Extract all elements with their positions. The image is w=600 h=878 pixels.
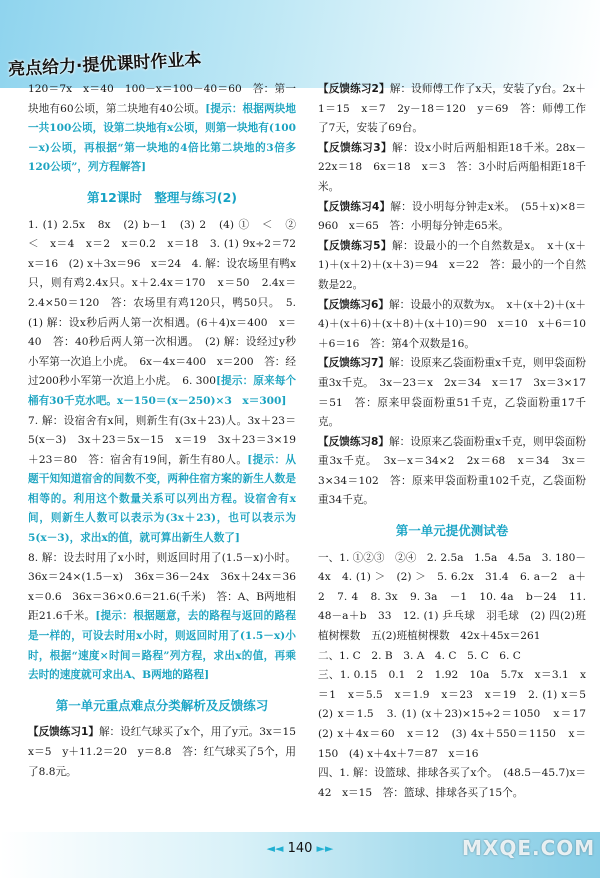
- exercise-tag: 【反馈练习3】: [318, 141, 393, 154]
- answer-block: [318, 237, 586, 296]
- answer-text: 解：设红气球买了x个，用了y元。3x＝15 x＝5 y＋11.2＝20 y＝8.8 答：红气球买了5个，用了8.8元。: [28, 726, 307, 778]
- exercise-tag: 【反馈练习5】: [318, 239, 392, 252]
- exercise-tag: 【反馈练习7】: [318, 357, 390, 370]
- answer-text: 120＝7x x＝40 100－x＝100－40＝60 答：第一块地有60公顷，第二块地有40公顷。: [28, 83, 296, 115]
- next-arrow-icon: ►►: [316, 842, 334, 855]
- hint-text: [提示：根据题意，去的路程与返回的路程是一样的，可设去时用x小时，则返回时用了(1.5－x)小时，根据“速度×时间＝路程”列方程，求出x的值，再乘去时的速度就可求出A、B两地的路程]: [28, 610, 296, 682]
- answer-text: 1. (1) 2.5x 8x (2) b－1 (3) 2 (4) ① ＜ ② ＜ x＝4 x＝2 x＝0.2 x＝18 3. (1) 9x÷2＝72 x＝16 (2) x＋3x＝96 x＝24 4. 解：设农场里有鸭x只，则有鸡2.4x只。x＋2.4x＝170 x＝50 2.4x＝2.4×50＝120 答：农场里有鸡120只，鸭50只。 5. (1) 解：设x秒后两人第一次相遇。(6＋4)x＝400 x＝40 答：40秒后两人第一次相遇。 (2) 解：设经过y秒小军第一次追上小虎。 6x－4x＝400 x＝200 答：经过200秒小军第一次追上小虎。 6. 300: [28, 218, 307, 388]
- answer-block: [28, 549, 307, 686]
- page-header-band: [0, 0, 600, 88]
- answer-block: 三、1. 0.15 0.1 2 1.92 10a 5.7x x＝3.1 x＝1 x＝5.5 x＝1.9 x＝23 x＝19 2. (1) x＝5 (2) x＝1.5 3. (1) (x＋23)×15÷2＝1050 x＝17 (2) x＋4x＝60 x＝12 (3) 4x＋550＝1150 x＝150 (4) x＋4x＋7＝87 x＝16: [318, 669, 597, 760]
- answer-block: 二、1. C 2. B 3. A 4. C 5. C 6. C: [318, 649, 521, 662]
- answer-block: [318, 354, 586, 432]
- prev-arrow-icon: ◄◄: [266, 842, 284, 855]
- answer-text: 解：设最小的双数为x。 x＋(x＋2)＋(x＋4)＋(x＋6)＋(x＋8)＋(x＋10)＝90 x＝10 x＋6＝10＋6＝16 答：第4个双数是16。: [318, 298, 586, 350]
- answer-text: 解：设小明每分钟走x米。 (55＋x)×8＝960 x＝65 答：小明每分钟走65米。: [318, 200, 586, 233]
- left-column: [28, 80, 307, 782]
- watermark-logo: MXQE.COM: [462, 836, 596, 860]
- answer-block: [28, 412, 296, 549]
- page-number: 140: [287, 841, 313, 856]
- header-title: 亮点给力·提优课时作业本: [7, 49, 202, 80]
- answer-text: 解：设原来乙袋面粉重x千克，则甲袋面粉重3x千克。 3x－x＝34×2 2x＝68 x＝34 3x＝3×34＝102 答：原来甲袋面粉重102千克，乙袋面粉重34千克。: [318, 435, 586, 507]
- exercise-tag: 【反馈练习8】: [318, 435, 390, 448]
- hint-text: [提示：根据两块地一共100公顷，设第二块地有x公顷，则第一块地有(100－x)公顷，再根据“第一块地的4倍比第二块地的3倍多120公顷”，列方程解答]: [28, 102, 296, 174]
- answer-text: 解：设最小的一个自然数是x。 x＋(x＋1)＋(x＋2)＋(x＋3)＝94 x＝22 答：最小的一个自然数是22。: [318, 239, 586, 291]
- answer-block: [318, 139, 586, 198]
- hint-text: [提示：从题干知知道宿舍的间数不变，两种住宿方案的新生人数是相等的。利用这个数量关系可以列出方程。设宿舍有x间，则新生人数可以表示为(3x＋23)，也可以表示为5(x－3)，求出x的值，就可算出新生人数了]: [28, 453, 297, 545]
- answer-text: 解：设原来乙袋面粉重x千克，则甲袋面粉重3x千克。 3x－23＝x 2x＝34 x＝17 3x＝3×17＝51 答：原来甲袋面粉重51千克，乙袋面粉重17千克。: [318, 357, 586, 429]
- answer-text: 8. 解：设去时用了x小时，则返回时用了(1.5－x)小时。36x＝24×(1.5－x) 36x＝36－24x 36x＋24x＝36 x＝0.6 36x＝36×0.6＝21.6(千米) 答：A、B两地相距21.6千米。: [28, 551, 307, 623]
- hint-text: [提示：原来每个桶有30千克水吧。x－150＝(x－250)×3 x＝300]: [28, 375, 296, 407]
- answer-block: [318, 433, 586, 511]
- section-heading: 第一单元重点难点分类解析及反馈练习: [55, 697, 269, 713]
- answer-block: [28, 723, 307, 782]
- answer-block: [28, 216, 307, 412]
- answer-text: 7. 解：设宿舍有x间，则新生有(3x＋23)人。3x＋23＝5(x－3) 3x＋23＝5x－15 x＝19 3x＋23＝3×19＋23＝80 答：宿舍有19间，新生有80人。: [28, 414, 296, 466]
- answer-text: 解：设师傅工作了x天，安装了y台。2x＋1＝15 x＝7 2y－18＝120 y＝69 答：师傅工作了7天，安装了69台。: [318, 83, 586, 135]
- answer-block: 四、1. 解：设篮球、排球各买了x个。 (48.5－45.7)x＝42 x＝15 答：篮球、排球各买了15个。: [318, 767, 586, 799]
- section-heading: 第12课时 整理与练习(2): [86, 189, 238, 205]
- exercise-tag: 【反馈练习4】: [318, 200, 391, 213]
- answer-block: [28, 80, 296, 178]
- answer-block: [318, 296, 586, 355]
- answer-block: [318, 80, 586, 139]
- exercise-tag: 【反馈练习1】: [28, 726, 99, 739]
- exercise-tag: 【反馈练习6】: [318, 298, 390, 311]
- right-column: [318, 80, 597, 803]
- answer-block: [318, 198, 586, 237]
- answer-block: 一、1. ①②③ ②④ 2. 2.5a 1.5a 4.5a 3. 180－4x 4. (1) ＞ (2) ＞ 5. 6.2x 31.4 6. a－2 a＋2 7. 4 8. 3x 9. 3a －1 10. 4a b－24 11. 48－a＋b 33 12. (1) 乒乓球 羽毛球 (2) 四(2)班植树棵数 五(2)班植树棵数 42x＋45x＝261: [318, 551, 590, 643]
- exercise-tag: 【反馈练习2】: [318, 83, 390, 95]
- answer-text: 解：设x小时后两船相距18千米。28x－22x＝18 6x＝18 x＝3 答：3小时后两船相距18千米。: [318, 141, 586, 193]
- section-heading: 第一单元提优测试卷: [395, 523, 509, 539]
